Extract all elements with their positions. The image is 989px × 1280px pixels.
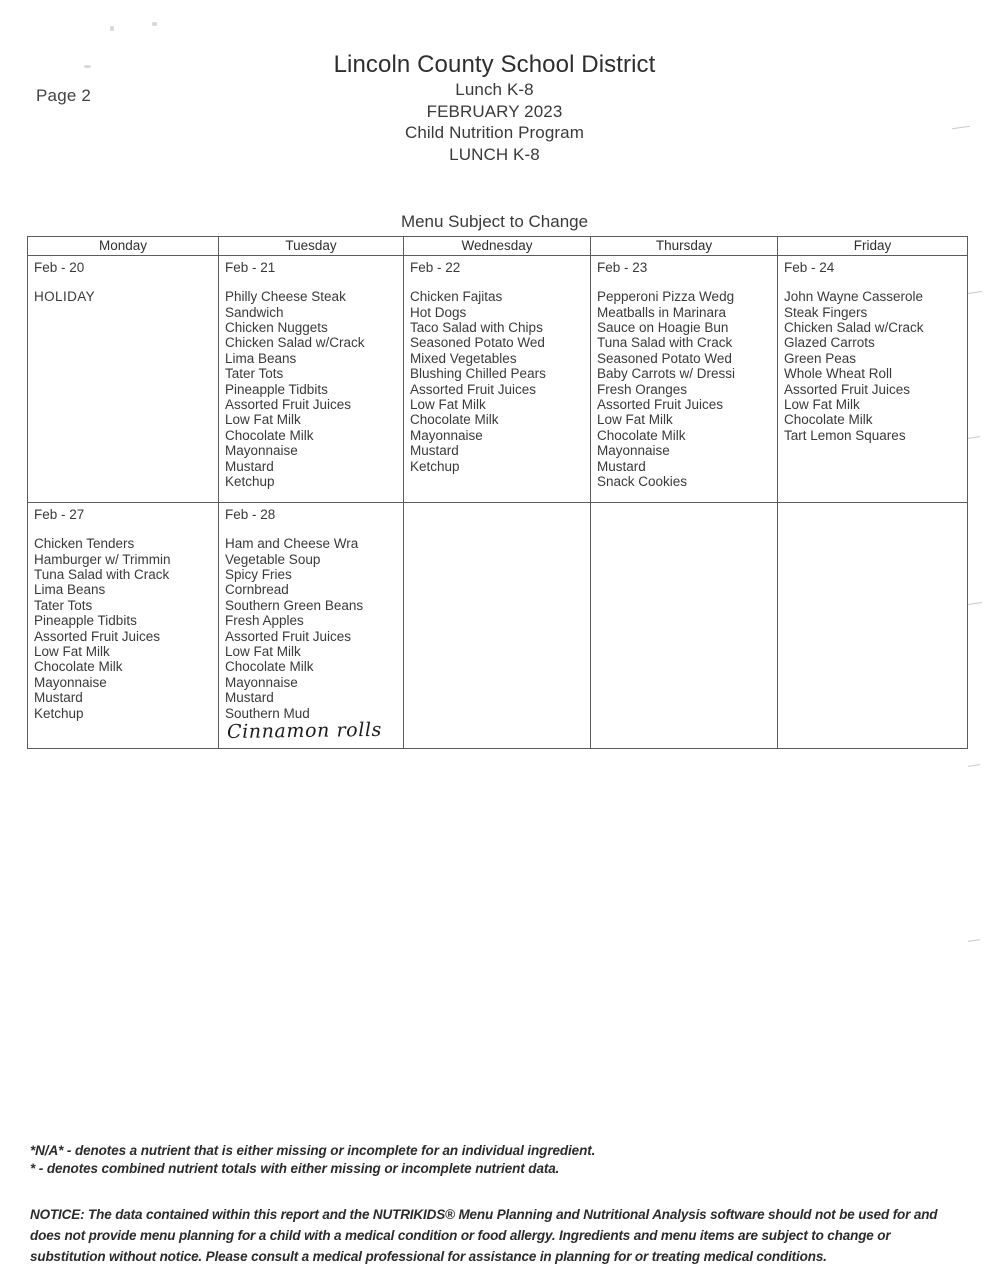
menu-item: Mustard	[597, 458, 646, 474]
menu-item: Glazed Carrots	[784, 335, 875, 351]
menu-item: Seasoned Potato Wed	[597, 350, 732, 366]
menu-item: Ketchup	[225, 473, 275, 489]
menu-item: Tater Tots	[225, 366, 284, 382]
cell-date: Feb - 24	[784, 260, 835, 275]
menu-item: Taco Salad with Chips	[410, 319, 543, 335]
menu-item: Low Fat Milk	[597, 412, 673, 428]
menu-cell-feb-22	[404, 256, 591, 503]
menu-item: Tuna Salad with Crack	[597, 335, 733, 351]
menu-item: Assorted Fruit Juices	[410, 381, 537, 397]
scan-margin-dash	[968, 764, 980, 767]
menu-item: Sauce on Hoagie Bun	[597, 319, 729, 335]
menu-item: Assorted Fruit Juices	[225, 628, 352, 644]
scan-margin-dash	[968, 291, 982, 294]
menu-item-list	[410, 289, 590, 474]
menu-cell-feb-21	[219, 256, 404, 503]
struck-menu-item: Southern Mud	[225, 705, 310, 721]
menu-item-list	[225, 536, 403, 705]
menu-item: Mustard	[225, 458, 274, 474]
menu-item: Chocolate Milk	[225, 659, 314, 675]
menu-item: Blushing Chilled Pears	[410, 366, 546, 382]
legend-line-asterisk: * - denotes combined nutrient totals with either missing or incomplete nutrient data.	[30, 1161, 560, 1176]
menu-item: Green Peas	[784, 350, 857, 366]
table-header-row	[28, 237, 968, 256]
menu-item: Mayonnaise	[410, 427, 483, 443]
menu-item: Ketchup	[410, 458, 460, 474]
menu-item: Chicken Nuggets	[225, 319, 328, 335]
scan-margin-dash	[968, 602, 982, 605]
menu-item: Ham and Cheese Wra	[225, 536, 359, 552]
title-block	[0, 52, 989, 166]
menu-item: Whole Wheat Roll	[784, 366, 893, 382]
menu-item: Chicken Salad w/Crack	[784, 319, 924, 335]
menu-item: Vegetable Soup	[225, 551, 321, 567]
notice-line-2: does not provide menu planning for a child with a medical condition or food allergy. Ingredients and menu items are subject to change or	[30, 1228, 891, 1243]
menu-item-list	[225, 289, 403, 489]
menu-item: Hot Dogs	[410, 304, 467, 320]
menu-item: Meatballs in Marinara	[597, 304, 727, 320]
menu-cell-feb-20	[28, 256, 219, 503]
menu-table	[27, 236, 968, 749]
title-line-month-year: FEBRUARY 2023	[426, 101, 563, 121]
menu-item: Lima Beans	[34, 582, 106, 598]
holiday-note: HOLIDAY	[34, 289, 96, 305]
menu-item: Southern Green Beans	[225, 597, 364, 613]
menu-item: Sandwich	[225, 304, 284, 320]
menu-cell-empty-friday	[778, 503, 968, 749]
menu-item: Mayonnaise	[34, 674, 107, 690]
notice-line-3: substitution without notice. Please consult a medical professional for assistance in planning for or treating medical conditions.	[30, 1249, 827, 1264]
footer-notice	[30, 1204, 970, 1267]
menu-cell-empty-thursday	[591, 503, 778, 749]
menu-item: Mayonnaise	[225, 674, 298, 690]
scan-margin-dash	[968, 436, 980, 439]
legend-line-na: *N/A* - denotes a nutrient that is either missing or incomplete for an individual ingredient.	[30, 1143, 596, 1158]
menu-item: Low Fat Milk	[784, 396, 860, 412]
menu-item: Chocolate Milk	[225, 427, 314, 443]
menu-item: Seasoned Potato Wed	[410, 335, 545, 351]
menu-item: Assorted Fruit Juices	[597, 396, 724, 412]
menu-item: Ketchup	[34, 705, 84, 721]
menu-item: Low Fat Milk	[225, 412, 301, 428]
handwritten-substitution-note: Cinnamon rolls	[226, 718, 383, 743]
menu-cell-feb-28	[219, 503, 404, 749]
scan-speck	[110, 26, 114, 31]
footer-legend	[30, 1142, 970, 1178]
cell-date: Feb - 28	[225, 507, 276, 522]
menu-item-list	[597, 289, 777, 489]
menu-item: Philly Cheese Steak	[225, 289, 346, 305]
menu-item: Cornbread	[225, 582, 289, 598]
menu-item: Pineapple Tidbits	[225, 381, 328, 397]
menu-item: Mixed Vegetables	[410, 350, 517, 366]
menu-item: John Wayne Casserole	[784, 289, 924, 305]
menu-item: Low Fat Milk	[34, 643, 110, 659]
cell-date: Feb - 22	[410, 260, 461, 275]
menu-item-list	[34, 536, 218, 721]
menu-item: Baby Carrots w/ Dressi	[597, 366, 736, 382]
cell-date: Feb - 23	[597, 260, 648, 275]
menu-item: Assorted Fruit Juices	[784, 381, 911, 397]
scan-margin-dash	[968, 939, 980, 942]
menu-item: Lima Beans	[225, 350, 297, 366]
menu-item: Assorted Fruit Juices	[225, 396, 352, 412]
column-header-thursday: Thursday	[591, 237, 778, 256]
menu-cell-empty-wednesday	[404, 503, 591, 749]
menu-item: Chocolate Milk	[597, 427, 686, 443]
menu-item: Pineapple Tidbits	[34, 613, 137, 629]
title-line-program: Child Nutrition Program	[405, 123, 584, 143]
menu-subject-to-change: Menu Subject to Change	[400, 212, 589, 231]
menu-item: Chocolate Milk	[34, 659, 123, 675]
menu-item: Tuna Salad with Crack	[34, 566, 170, 582]
column-header-tuesday: Tuesday	[219, 237, 404, 256]
menu-item: Pepperoni Pizza Wedg	[597, 289, 735, 305]
menu-cell-feb-23	[591, 256, 778, 503]
menu-item: Chicken Tenders	[34, 536, 135, 552]
cell-date: Feb - 20	[34, 260, 85, 275]
menu-item: Chicken Salad w/Crack	[225, 335, 365, 351]
menu-item: Fresh Oranges	[597, 381, 688, 397]
district-title: Lincoln County School District	[333, 51, 656, 78]
cell-date: Feb - 21	[225, 260, 276, 275]
menu-item: Mustard	[410, 443, 459, 459]
menu-item: Tart Lemon Squares	[784, 427, 906, 443]
menu-item: Chocolate Milk	[410, 412, 499, 428]
cell-date: Feb - 27	[34, 507, 85, 522]
menu-item: Spicy Fries	[225, 566, 292, 582]
menu-item: Mayonnaise	[597, 443, 670, 459]
menu-item: Low Fat Milk	[410, 396, 486, 412]
menu-item: Assorted Fruit Juices	[34, 628, 161, 644]
notice-line-1: NOTICE: The data contained within this report and the NUTRIKIDS® Menu Planning and Nutritional Analysis software should not be used for and	[30, 1207, 938, 1222]
title-line-lunch-grade: Lunch K-8	[455, 79, 534, 99]
menu-item: Steak Fingers	[784, 304, 868, 320]
menu-item: Chicken Fajitas	[410, 289, 503, 305]
column-header-monday: Monday	[28, 237, 219, 256]
menu-item: Low Fat Milk	[225, 643, 301, 659]
table-row	[28, 256, 968, 503]
menu-item-list	[784, 289, 967, 443]
menu-item: Mustard	[225, 690, 274, 706]
menu-item: Chocolate Milk	[784, 412, 873, 428]
menu-item: Hamburger w/ Trimmin	[34, 551, 171, 567]
footer	[30, 1142, 970, 1267]
menu-item: Fresh Apples	[225, 613, 304, 629]
title-line-lunch-k8: LUNCH K-8	[449, 145, 540, 165]
menu-item: Snack Cookies	[597, 473, 688, 489]
page-label: Page 2	[36, 86, 92, 105]
menu-item: Mustard	[34, 690, 83, 706]
column-header-wednesday: Wednesday	[404, 237, 591, 256]
menu-cell-feb-24	[778, 256, 968, 503]
column-header-friday: Friday	[778, 237, 968, 256]
menu-item: Mayonnaise	[225, 443, 298, 459]
scan-speck	[152, 22, 157, 26]
menu-item: Tater Tots	[34, 597, 93, 613]
table-row	[28, 503, 968, 749]
menu-cell-feb-27	[28, 503, 219, 749]
